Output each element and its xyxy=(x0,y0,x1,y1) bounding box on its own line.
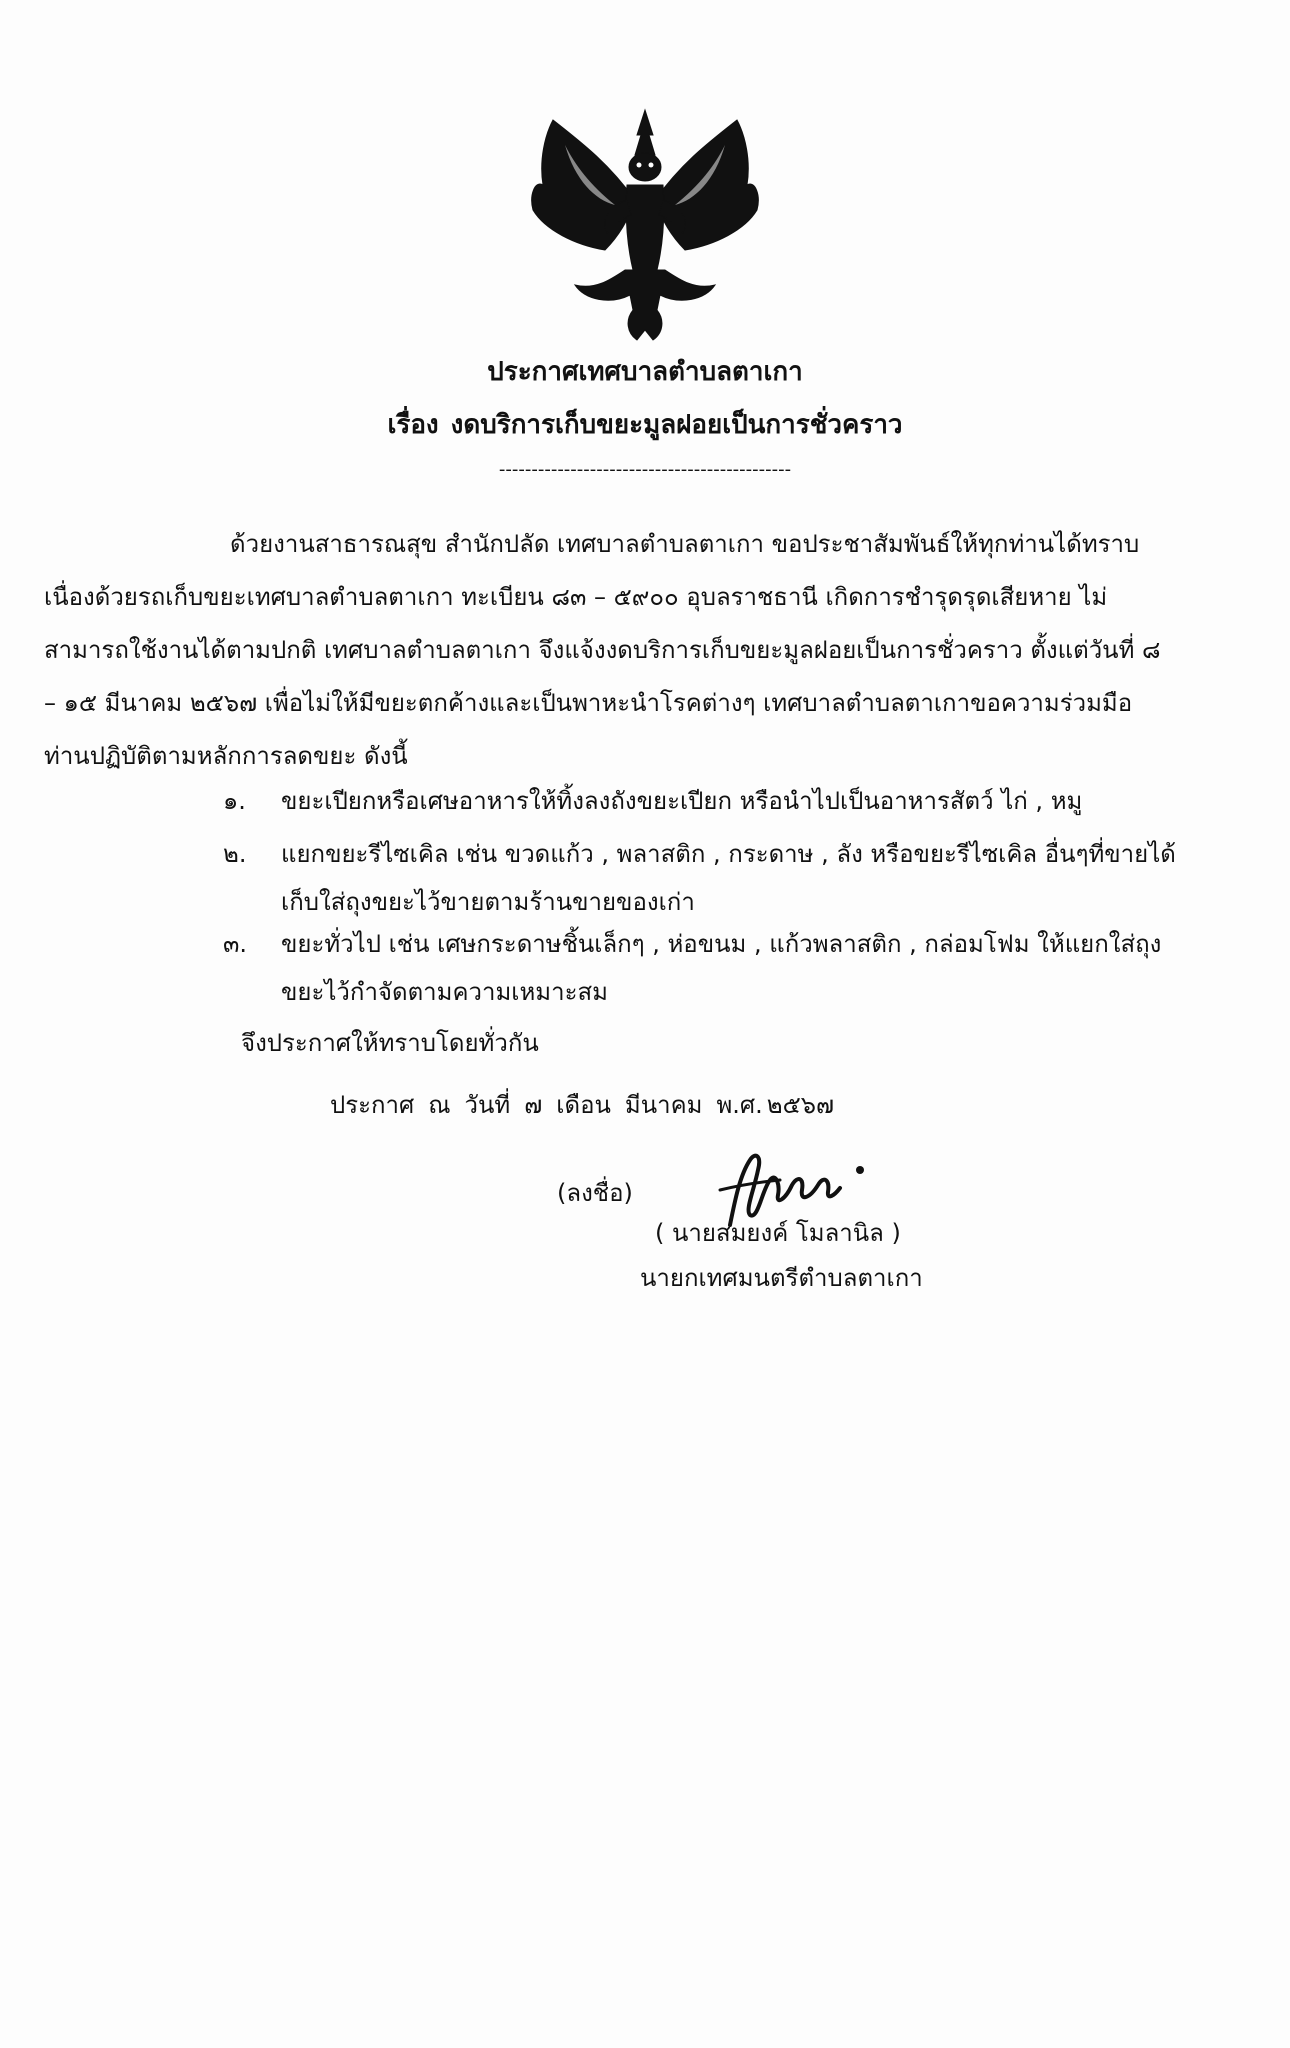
list-item-number: ๒. xyxy=(223,840,247,868)
garuda-emblem-icon xyxy=(515,105,775,345)
list-item xyxy=(223,920,1223,1016)
signer-position: นายกเทศมนตรีตำบลตาเกา xyxy=(640,1264,923,1292)
body-line: – ๑๕ มีนาคม ๒๕๖๗ เพื่อไม่ให้มีขยะตกค้างและเป็นพาหะนำโรคต่างๆ เทศบาลตำบลตาเกาขอความร่วมมือ xyxy=(44,689,1133,717)
date-day: ๗ xyxy=(524,1091,543,1119)
body-line: ท่านปฏิบัติตามหลักการลดขยะ ดังนี้ xyxy=(44,742,408,770)
body-line: สามารถใช้งานได้ตามปกติ เทศบาลตำบลตาเกา จึงแจ้งงดบริการเก็บขยะมูลฝอยเป็นการชั่วคราว ตั้งแต่วันที่ ๘ xyxy=(44,636,1161,664)
body-paragraph xyxy=(44,518,1240,783)
body-line: เนื่องด้วยรถเก็บขยะเทศบาลตำบลตาเกา ทะเบียน ๘๓ – ๕๙๐๐ อุบลราชธานี เกิดการชำรุดรุดเสียหาย ไม่ xyxy=(44,583,1108,611)
list-item-text: แยกขยะรีไซเคิล เช่น ขวดแก้ว , พลาสติก , กระดาษ , ลัง หรือขยะรีไซเคิล อื่นๆที่ขายได้ xyxy=(281,840,1176,868)
announcement-title: ประกาศเทศบาลตำบลตาเกา xyxy=(487,357,803,387)
subject-text: งดบริการเก็บขยะมูลฝอยเป็นการชั่วคราว xyxy=(450,410,903,440)
date-month-label: เดือน xyxy=(556,1091,611,1119)
list-item-number: ๑. xyxy=(223,787,246,815)
date-day-label: วันที่ xyxy=(464,1091,511,1119)
list-item-text: ขยะไว้กำจัดตามความเหมาะสม xyxy=(281,978,608,1006)
date-year: ๒๕๖๗ xyxy=(766,1091,835,1119)
date-month: มีนาคม xyxy=(624,1091,703,1119)
list-item-text: เก็บใส่ถุงขยะไว้ขายตามร้านขายของเก่า xyxy=(281,888,695,916)
closing-statement: จึงประกาศให้ทราบโดยทั่วกัน xyxy=(241,1029,539,1057)
body-line: ด้วยงานสาธารณสุข สำนักปลัด เทศบาลตำบลตาเกา ขอประชาสัมพันธ์ให้ทุกท่านได้ทราบ xyxy=(230,530,1140,558)
signature-label: (ลงชื่อ) xyxy=(557,1179,633,1207)
signer-name: ( นายสมยงค์ โมลานิล ) xyxy=(655,1219,901,1247)
list-item-number: ๓. xyxy=(223,930,248,958)
date-year-label: พ.ศ. xyxy=(716,1091,763,1119)
subject-prefix: เรื่อง xyxy=(387,410,439,440)
announcement-date xyxy=(330,1085,848,1125)
list-item xyxy=(223,830,1223,926)
list-item-text: ขยะเปียกหรือเศษอาหารให้ทิ้งลงถังขยะเปียก หรือนำไปเป็นอาหารสัตว์ ไก่ , หมู xyxy=(281,787,1083,815)
announcement-subject xyxy=(0,405,1290,445)
list-item-text: ขยะทั่วไป เช่น เศษกระดาษชิ้นเล็กๆ , ห่อขนม , แก้วพลาสติก , กล่อมโฟม ให้แยกใส่ถุง xyxy=(281,930,1162,958)
list-item xyxy=(223,777,1223,825)
date-at: ณ xyxy=(428,1091,451,1119)
date-prefix: ประกาศ xyxy=(330,1091,415,1119)
title-divider: --------------------------------------------- xyxy=(498,460,792,480)
